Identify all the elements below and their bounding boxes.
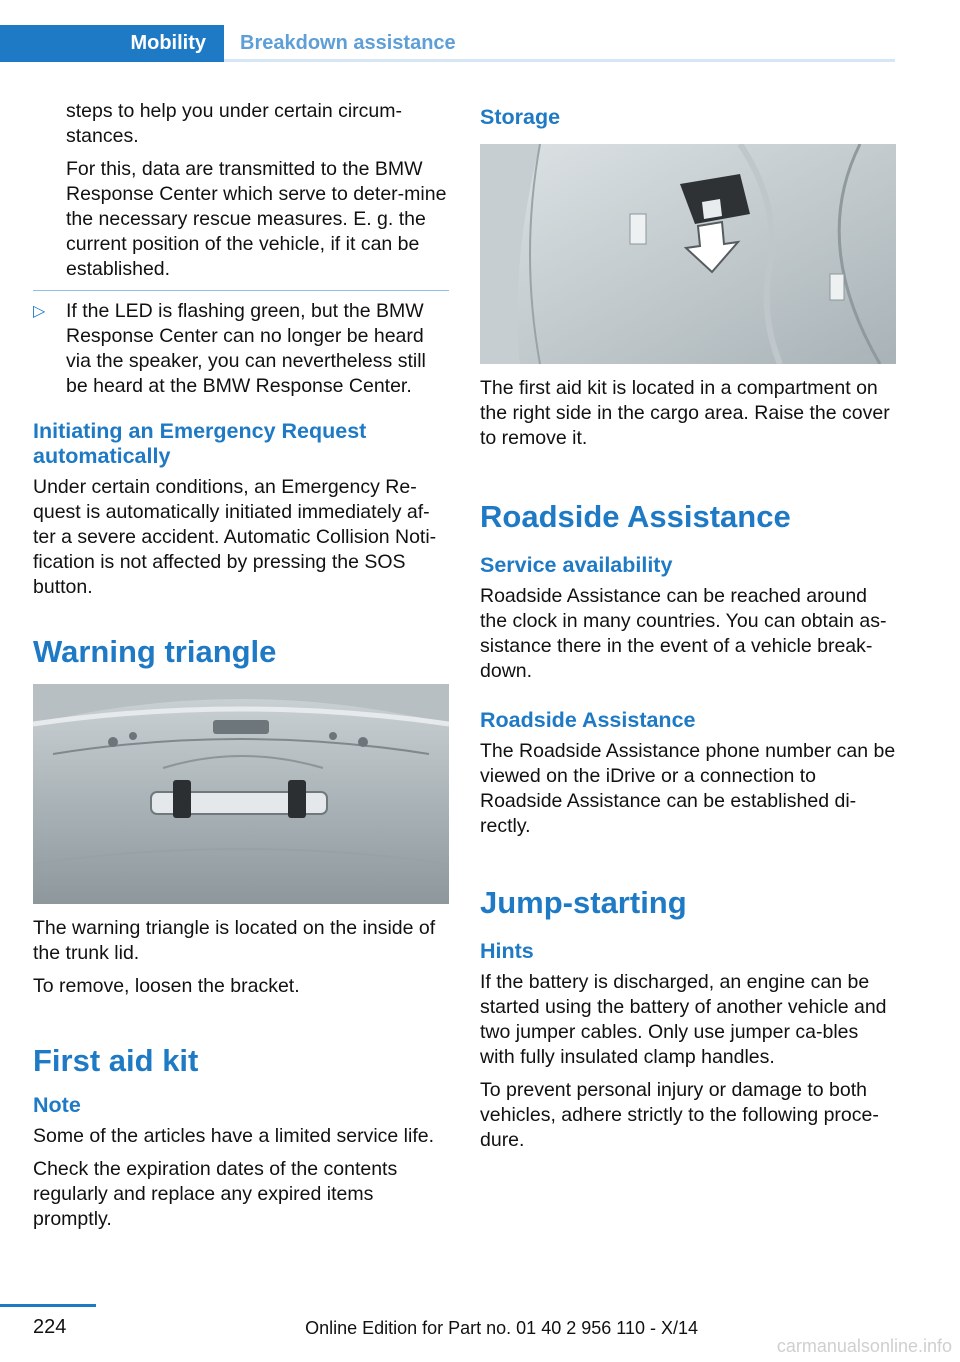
subheading-roadside-assistance: Roadside Assistance xyxy=(480,708,696,732)
paragraph: For this, data are transmitted to the BMW Response Center which serve to deter-mine the necessary rescue measures. E. g. the current position of the vehicle, if it can be established. xyxy=(66,158,447,280)
warning-triangle-image xyxy=(33,684,449,904)
first-aid-storage-image xyxy=(480,144,896,364)
caption: To remove, loosen the bracket. xyxy=(33,975,300,997)
paragraph: To prevent personal injury or damage to both vehicles, adhere strictly to the following proce-dure. xyxy=(480,1079,879,1151)
heading-first-aid-kit: First aid kit xyxy=(33,1043,199,1078)
subheading-storage: Storage xyxy=(480,105,561,129)
paragraph: Roadside Assistance can be reached around the clock in many countries. You can obtain as-sistance there in the event of a vehicle break-down. xyxy=(480,585,887,682)
header-rule xyxy=(224,59,895,62)
bullet-divider xyxy=(33,290,449,291)
paragraph: Check the expiration dates of the contents regularly and replace any expired items promptly. xyxy=(33,1158,398,1230)
paragraph: Under certain conditions, an Emergency Re-quest is automatically initiated immediately af-ter a severe accident. Automatic Collision Noti-fication is not affected by pressing the SOS button. xyxy=(33,476,437,598)
bullet-triangle-icon: ▷ xyxy=(33,303,46,320)
paragraph: If the battery is discharged, an engine can be started using the battery of another vehicle and two jumper cables. Only use jumper ca-bles with fully insulated clamp handles. xyxy=(480,971,887,1068)
bullet-item xyxy=(33,299,449,399)
subheading-emergency: Initiating an Emergency Request automatically xyxy=(33,419,367,468)
page-header xyxy=(0,0,895,62)
right-column xyxy=(480,96,896,1153)
bullet-text: If the LED is flashing green, but the BMW Response Center can no longer be heard via the speaker, you can nevertheless still be heard at the BMW Response Center. xyxy=(66,300,426,397)
heading-jump-starting: Jump-starting xyxy=(480,885,687,920)
caption: The first aid kit is located in a compartment on the right side in the cargo area. Raise the cover to remove it. xyxy=(480,377,890,449)
caption: The warning triangle is located on the inside of the trunk lid. xyxy=(33,917,436,964)
subheading-service-availability: Service availability xyxy=(480,553,673,577)
paragraph: Some of the articles have a limited service life. xyxy=(33,1125,435,1147)
section-tab: Breakdown assistance xyxy=(240,32,456,54)
subheading-hints: Hints xyxy=(480,939,534,963)
left-column xyxy=(33,96,449,1232)
paragraph: steps to help you under certain circum-stances. xyxy=(66,100,402,147)
heading-roadside-assistance: Roadside Assistance xyxy=(480,499,791,534)
chapter-tab: Mobility xyxy=(0,25,224,62)
footer-rule xyxy=(0,1304,96,1307)
page-number: 224 xyxy=(33,1316,67,1338)
subheading-note: Note xyxy=(33,1093,81,1117)
heading-warning-triangle: Warning triangle xyxy=(33,634,277,669)
edition-text: Online Edition for Part no. 01 40 2 956 110 - X/14 xyxy=(305,1318,698,1338)
watermark: carmanualsonline.info xyxy=(776,1336,952,1356)
paragraph: The Roadside Assistance phone number can be viewed on the iDrive or a connection to Roadside Assistance can be established di-rectly. xyxy=(480,740,896,837)
